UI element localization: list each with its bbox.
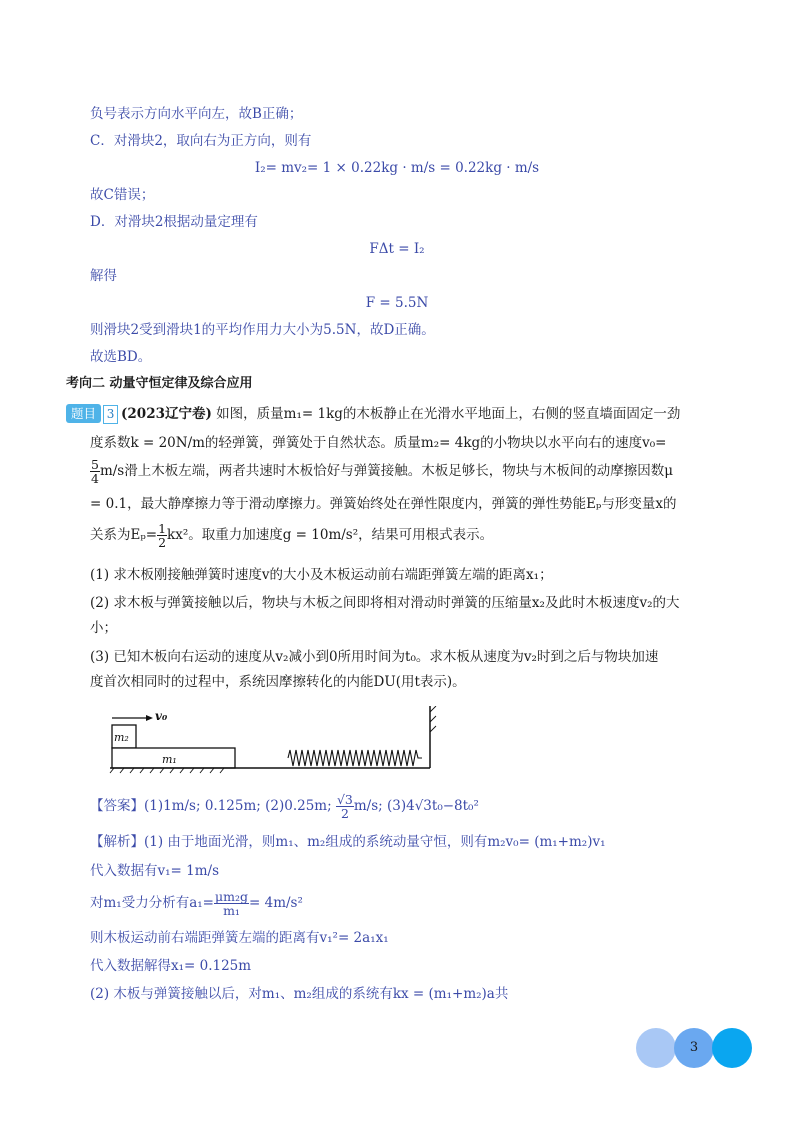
equation-line: F = 5.5N xyxy=(365,295,429,311)
problem-text-line xyxy=(90,520,493,550)
analysis-line: 代入数据解得x₁= 0.125m xyxy=(90,958,252,974)
solution-line: D．对滑块2根据动量定理有 xyxy=(90,214,258,230)
decor-dot-1 xyxy=(636,1028,676,1068)
analysis-text: (1) 由于地面光滑，则m₁、m₂组成的系统动量守恒，则有m₂v₀= (m₁+m₂)v₁ xyxy=(144,834,606,850)
m2-label: m₂ xyxy=(114,731,129,744)
m1-label: m₁ xyxy=(162,753,177,766)
problem-source: (2023辽宁卷) xyxy=(121,406,212,422)
arrow-head xyxy=(146,715,153,721)
answer-label: 【答案】 xyxy=(90,798,144,814)
fraction: $\frac{1}{2}$ xyxy=(158,521,167,550)
page-number-badge xyxy=(636,1028,752,1068)
v0-label: v₀ xyxy=(155,709,168,723)
fraction: $\frac{\text{μm₂g}}{\text{m₁}}$ xyxy=(215,889,248,918)
wall-hatch xyxy=(430,706,436,732)
problem-text: 如图，质量m₁= 1kg的木板静止在光滑水平地面上，右侧的竖直墙面固定一劲 xyxy=(216,406,681,422)
page-number: 3 xyxy=(689,1040,699,1055)
answer-line xyxy=(90,790,479,822)
analysis-text: 对m₁受力分析有a₁= xyxy=(90,895,214,911)
analysis-line xyxy=(90,886,303,920)
problem-text: m/s滑上木板左端，两者共速时木板恰好与弹簧接触。木板足够长，物块与木板间的动摩擦因数μ xyxy=(99,463,674,479)
equation-line: FΔt = I₂ xyxy=(369,241,425,257)
analysis-line xyxy=(90,832,606,852)
equation-line: I₂= mv₂= 1 × 0.22kg · m/s = 0.22kg · m/s xyxy=(254,160,540,176)
question-3-cont: 度首次相同时的过程中，系统因摩擦转化的内能DU(用t表示)。 xyxy=(90,674,466,690)
solution-line: 故选BD。 xyxy=(90,349,152,365)
problem-text-line xyxy=(90,456,673,486)
problem-text: kx²。取重力加速度g = 10m/s²，结果可用根式表示。 xyxy=(167,527,494,543)
problem-tag: 题目 xyxy=(66,404,101,423)
analysis-text: = 4m/s² xyxy=(249,895,303,911)
decor-dot-3 xyxy=(712,1028,752,1068)
analysis-line: 代入数据有v₁= 1m/s xyxy=(90,863,220,879)
fraction: $\frac{√3}{2}$ xyxy=(336,792,353,821)
problem-text: 度系数k = 20N/m的轻弹簧，弹簧处于自然状态。质量m₂= 4kg的小物块以水平向右的速度v₀= xyxy=(90,435,667,451)
question-3: (3) 已知木板向右运动的速度从v₂减小到0所用时间为t₀。求木板从速度为v₂时到之后与物块加速 xyxy=(90,649,659,665)
question-2-cont: 小； xyxy=(90,620,117,636)
problem-text: = 0.1，最大静摩擦力等于滑动摩擦力。弹簧始终处在弹性限度内，弹簧的弹性势能Eₚ与形变量x的 xyxy=(90,496,677,512)
section-title: 考向二 动量守恒定律及综合应用 xyxy=(66,376,253,391)
spring xyxy=(288,750,422,766)
solution-line: 则滑块2受到滑块1的平均作用力大小为5.5N，故D正确。 xyxy=(90,322,435,338)
analysis-line: (2) 木板与弹簧接触以后，对m₁、m₂组成的系统有kx = (m₁+m₂)a共 xyxy=(90,986,509,1002)
answer-text: m/s; (3)4√3t₀−8t₀² xyxy=(353,798,479,814)
solution-line: 负号表示方向水平向左，故B正确； xyxy=(90,106,303,122)
solution-line: 故C错误； xyxy=(90,187,155,203)
analysis-line: 则木板运动前右端距弹簧左端的距离有v₁²= 2a₁x₁ xyxy=(90,930,389,946)
answer-text: (1)1m/s; 0.125m; (2)0.25m; xyxy=(144,798,332,814)
physics-diagram xyxy=(100,706,445,778)
solution-line: C．对滑块2，取向右为正方向，则有 xyxy=(90,133,312,149)
problem-text: 关系为Eₚ= xyxy=(90,527,158,543)
question-2: (2) 求木板与弹簧接触以后，物块与木板之间即将相对滑动时弹簧的压缩量x₂及此时木板速度v₂的大 xyxy=(90,595,680,611)
problem-number: 3 xyxy=(103,405,118,424)
solution-line: 解得 xyxy=(90,268,117,284)
fraction: $\frac{5}{4}$ xyxy=(91,457,99,486)
problem-first-line xyxy=(66,404,680,424)
analysis-label: 【解析】 xyxy=(90,834,144,850)
question-1: (1) 求木板刚接触弹簧时速度v的大小及木板运动前右端距弹簧左端的距离x₁； xyxy=(90,567,553,583)
